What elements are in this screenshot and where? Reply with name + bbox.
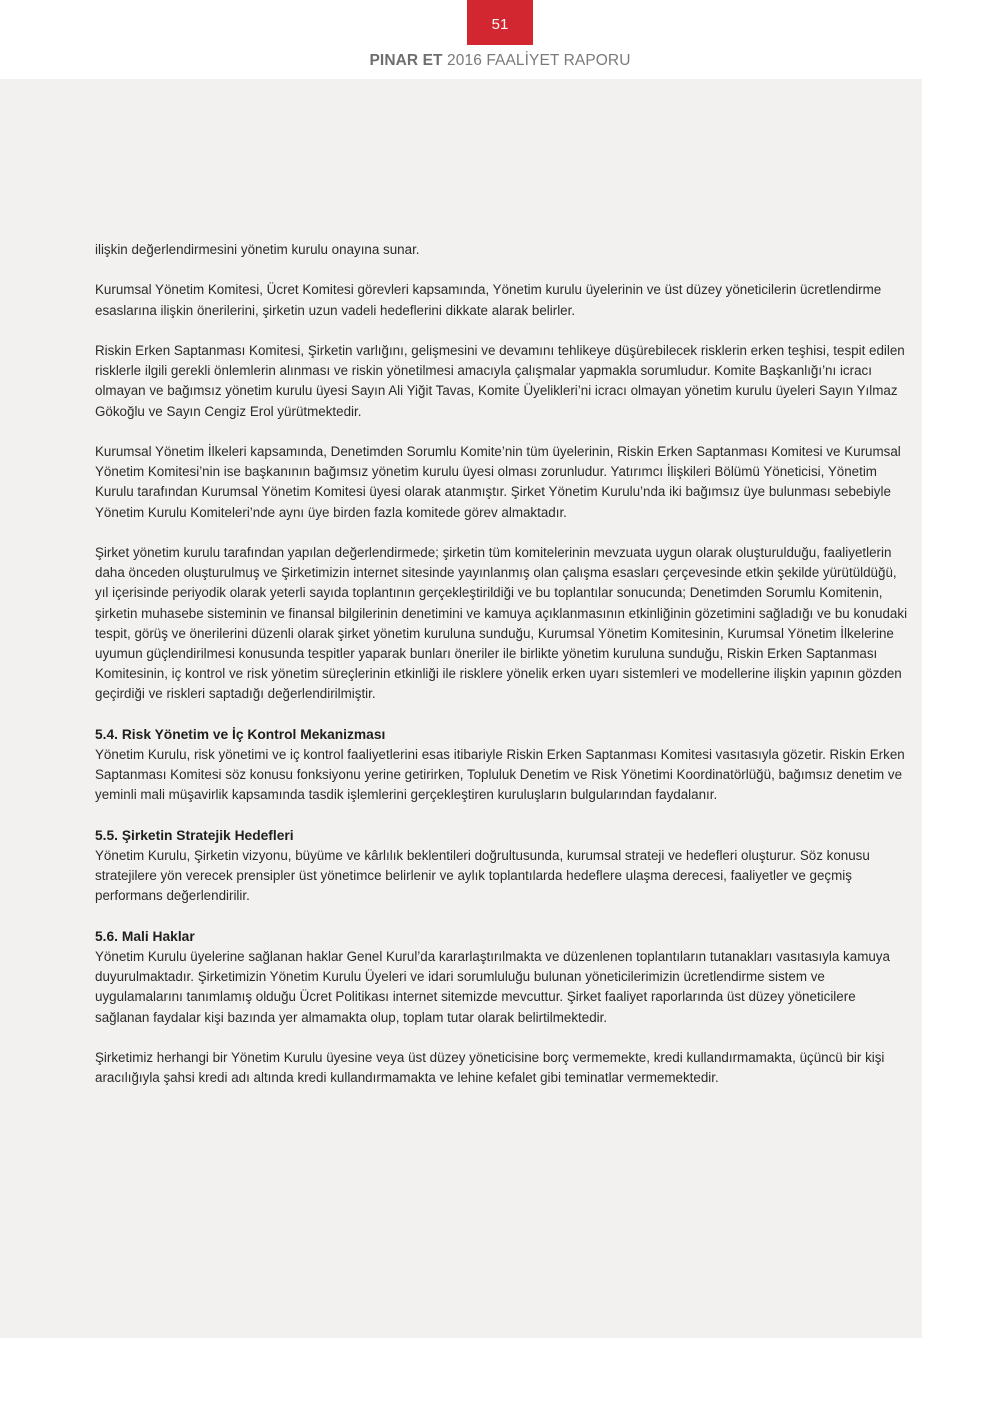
page-number: 51: [491, 16, 509, 33]
paragraph: Yönetim Kurulu üyelerine sağlanan haklar Genel Kurul’da kararlaştırılmakta ve düzenlenen toplantıların tutanakları vasıtasıyla kamuya duyurulmaktadır. Şirketimizin Yönetim Kurulu Üyeleri ve idari sorumluluğu bulunan yöneticilerimizin ücretlendirme sistem ve uygulamalarını tanımlamış olduğu Ücret Politikası internet sitemizde mevcuttur. Şirket faaliyet raporlarında üst düzey yöneticilere sağlanan faydalar kişi bazında yer almamakta olup, toplam tutar olarak belirtilmektedir.: [95, 949, 890, 1025]
report-header: [0, 52, 1000, 70]
paragraph: Şirket yönetim kurulu tarafından yapılan değerlendirmede; şirketin tüm komitelerinin mevzuata uygun olarak oluşturulduğu, faaliyetlerin daha önceden oluşturulmuş ve Şirketimizin internet sitesinde yayınlanmış olan çalışma esasları çerçevesinde etkin şekilde yürütüldüğü, yıl içerisinde periyodik olarak yeterli sayıda toplantının gerçekleştirildiği ve bu toplantılar sonucunda; Denetimden Sorumlu Komitenin, şirketin muhasebe sisteminin ve finansal bilgilerinin denetimini ve kamuya açıklanmasının etkinliğinin gözetimini sağladığı ve bu konudaki tespit, görüş ve önerilerini düzenli olarak şirket yönetim kuruluna sunduğu, Kurumsal Yönetim Komitesinin, Kurumsal Yönetim İlkelerine uyumun güçlendirilmesi konusunda tespitler yaparak bunları öneriler ile birlikte yönetim kuruluna sunduğu, Riskin Erken Saptanması Komitesinin, iç kontrol ve risk yönetim süreçlerinin etkinliği ile risklere yönelik erken uyarı sistemleri ve modellerine ilişkin yapının gözden geçirdiği ve riskleri saptadığı değerlendirilmiştir.: [95, 544, 908, 702]
brand-name: PINAR ET: [369, 52, 443, 69]
section-strategic-goals: [95, 826, 910, 907]
section-heading: 5.5. Şirketin Stratejik Hedefleri: [95, 827, 294, 843]
page-number-badge: [467, 0, 533, 45]
paragraph: Kurumsal Yönetim İlkeleri kapsamında, Denetimden Sorumlu Komite’nin tüm üyelerinin, Riskin Erken Saptanması Komitesi ve Kurumsal Yönetim Komitesi’nin ise başkanının bağımsız yönetim kurulu üyesi olması zorunludur. Yatırımcı İlişkileri Bölümü Yöneticisi, Yönetim Kurulu tarafından Kurumsal Yönetim Komitesi üyesi olarak atanmıştır. Şirket Yönetim Kurulu’nda iki bağımsız üye bulunması sebebiyle Yönetim Kurulu Komiteleri’nde aynı üye birden fazla komitede görev almaktadır.: [95, 443, 901, 520]
paragraph: Yönetim Kurulu, Şirketin vizyonu, büyüme ve kârlılık beklentileri doğrultusunda, kurumsal strateji ve hedefleri oluşturur. Söz konusu stratejilere yön verecek prensipler üst yönetimce belirlenir ve aylık toplantılarda hedeflere ulaşma derecesi, faaliyetler ve geçmiş performans değerlendirilir.: [95, 848, 870, 904]
body-content: [95, 240, 910, 1109]
paragraph: Şirketimiz herhangi bir Yönetim Kurulu üyesine veya üst düzey yöneticisine borç vermemekte, kredi kullandırmamakta, üçüncü bir kişi aracılığıyla şahsi kredi adı altında kredi kullandırmamakta ve lehine kefalet gibi teminatlar vermemektedir.: [95, 1050, 885, 1086]
paragraph: Riskin Erken Saptanması Komitesi, Şirketin varlığını, gelişmesini ve devamını tehlikeye düşürebilecek risklerin erken teşhisi, tespit edilen risklerle ilgili gerekli önlemlerin alınması ve riskin yönetilmesi amacıyla çalışmalar yapmakla sorumludur. Komite Başkanlığı’nı icracı olmayan ve bağımsız yönetim kurulu üyesi Sayın Ali Yiğit Tavas, Komite Üyelikleri’ni icracı olmayan yönetim kurulu üyeleri Sayın Yılmaz Gökoğlu ve Sayın Cengiz Erol yürütmektedir.: [95, 342, 905, 419]
section-heading: 5.4. Risk Yönetim ve İç Kontrol Mekanizması: [95, 726, 386, 742]
paragraph: Yönetim Kurulu, risk yönetimi ve iç kontrol faaliyetlerini esas itibariyle Riskin Erken Saptanması Komitesi vasıtasıyla gözetir. Riskin Erken Saptanması Komitesi söz konusu fonksiyonu yerine getirirken, Topluluk Denetim ve Risk Yönetimi Koordinatörlüğü, bağımsız denetim ve yeminli mali müşavirlik kapsamında tasdik işlemlerini gerçekleştiren kuruluşların bulgularından faydalanır.: [95, 747, 905, 803]
paragraph: ilişkin değerlendirmesini yönetim kurulu onayına sunar.: [95, 242, 420, 257]
section-financial-rights: [95, 927, 910, 1089]
report-title: 2016 FAALİYET RAPORU: [447, 52, 631, 69]
paragraph: Kurumsal Yönetim Komitesi, Ücret Komitesi görevleri kapsamında, Yönetim kurulu üyelerinin ve üst düzey yöneticilerin ücretlendirme esaslarına ilişkin önerilerini, şirketin uzun vadeli hedeflerini dikkate alarak belirler.: [95, 282, 882, 318]
section-heading: 5.6. Mali Haklar: [95, 928, 195, 944]
section-risk-management: [95, 725, 910, 806]
